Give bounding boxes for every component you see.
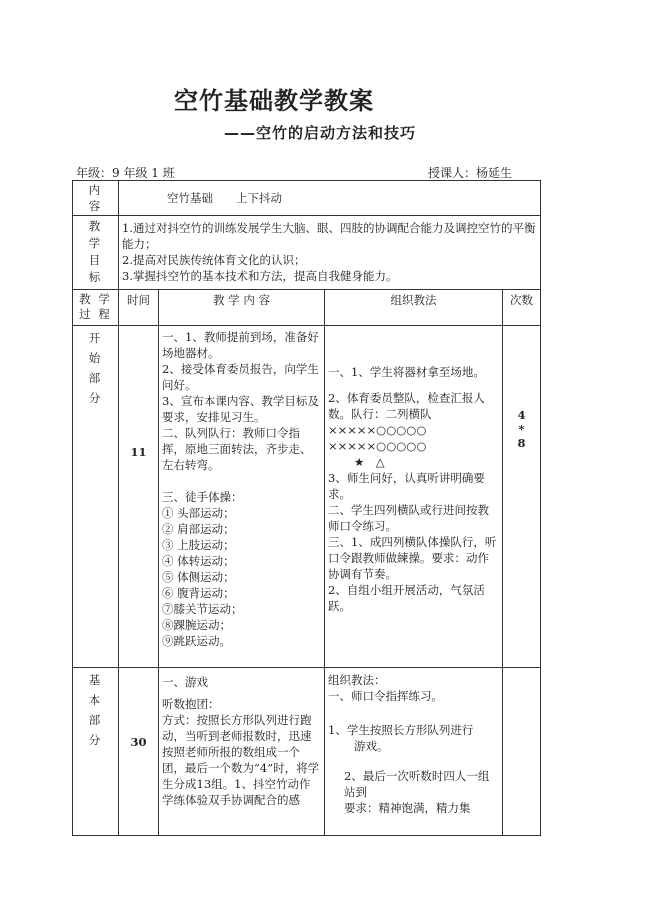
- method-line: 要求：精神饱满，精力集: [344, 801, 471, 815]
- method-line: 2、最后一次听数时四人一组站到: [344, 769, 490, 799]
- content-line: 2、接受体育委员报告，向学生问好。: [162, 362, 319, 392]
- count-header: 次数: [503, 290, 541, 326]
- content-line: ⑧踝腕运动；: [162, 618, 231, 632]
- content-line: ① 头部运动；: [162, 506, 235, 520]
- column-header-row: [73, 290, 541, 326]
- content-line: 一、游戏: [162, 675, 208, 689]
- method-header: 组织教法: [325, 290, 503, 326]
- start-section-label: 开 始 部 分: [73, 326, 119, 668]
- method-line: 游戏。: [354, 739, 389, 753]
- goals-row: [73, 216, 541, 290]
- goals-list: [119, 216, 541, 290]
- content-line-spacer: [162, 473, 321, 489]
- content-line: 听数抱团：: [162, 697, 220, 711]
- goal-item: 1.通过对抖空竹的训练发展学生大脑、眼、四肢的协调配合能力及调控空竹的平衡能力；: [122, 221, 536, 251]
- content-value: 空竹基础 上下抖动: [119, 181, 541, 216]
- start-section-time: 11: [119, 326, 159, 668]
- method-line: 组织教法：: [328, 673, 386, 687]
- content-header: 教 学 内 容: [159, 290, 325, 326]
- goal-item: 3.掌握抖空竹的基本技术和方法，提高自我健身能力。: [122, 269, 398, 283]
- formation-markers: ★ △: [354, 455, 385, 469]
- method-line: 2、自组小组开展活动，气氛活跃。: [328, 583, 485, 613]
- content-label: 内 容: [73, 181, 119, 216]
- process-header: 教 学 过 程: [73, 290, 119, 326]
- basic-section-content: [159, 668, 325, 836]
- document-subtitle: ——空竹的启动方法和技巧: [224, 124, 417, 142]
- start-section-method: [325, 326, 503, 668]
- basic-section-row: [73, 668, 541, 836]
- content-line: 二、队列队行：教师口令指挥，原地三面转法，齐步走、左右转弯。: [162, 426, 312, 472]
- start-section-row: [73, 326, 541, 668]
- time-header: 时间: [119, 290, 159, 326]
- basic-section-method: [325, 668, 503, 836]
- method-line: 2、体育委员整队，检查汇报人数。队行：二列横队: [328, 391, 485, 421]
- basic-section-time: 30: [119, 668, 159, 836]
- content-line: 三、徒手体操：: [162, 490, 243, 504]
- content-line: ⑨跳跃运动。: [162, 634, 231, 648]
- grade-info: 年级：9 年级 1 班: [76, 166, 175, 180]
- formation-row: ×××××○○○○○: [328, 439, 427, 453]
- method-line: 一、师口令指挥练习。: [328, 689, 443, 703]
- lesson-plan-table: [72, 180, 541, 836]
- document-title: 空竹基础教学教案: [174, 87, 374, 115]
- content-line: ③ 上肢运动；: [162, 538, 235, 552]
- start-section-count: 4 * 8: [503, 326, 541, 668]
- goals-label: 教 学 目 标: [73, 216, 119, 290]
- method-line: 1、学生按照长方形队列进行: [328, 723, 474, 737]
- content-line: 一、1、教师提前到场，准备好场地器材。: [162, 330, 319, 360]
- content-line: ② 肩部运动；: [162, 522, 235, 536]
- content-line: ⑦膝关节运动；: [162, 602, 243, 616]
- content-row: [73, 181, 541, 216]
- formation-row: ×××××○○○○○: [328, 423, 427, 437]
- method-line: 三、1、成四列横队体操队行，听口令跟教师做練操。要求：动作协调有节奏。: [328, 535, 497, 581]
- content-line: ④ 体转运动；: [162, 554, 235, 568]
- method-line: 3、师生问好，认真听讲明确要求。: [328, 471, 485, 501]
- basic-section-count: [503, 668, 541, 836]
- method-line: 一、1、学生将器材拿至场地。: [328, 365, 485, 379]
- content-line: 方式：按照长方形队列进行跑动，当听到老师报数时，迅速按照老师所报的数组成一个团，最后一个数为“4”时，将学生分成13组。1、抖空竹动作学练体验双手协调配合的感: [162, 713, 320, 807]
- method-line-spacer: [328, 704, 499, 722]
- content-line: ⑥ 腹背运动；: [162, 586, 235, 600]
- method-line-spacer: [328, 754, 499, 768]
- goal-item: 2.提高对民族传统体育文化的认识；: [122, 253, 306, 267]
- content-line: 3、宣布本课内容、教学目标及要求，安排见习生。: [162, 394, 319, 424]
- basic-section-label: 基 本 部 分: [73, 668, 119, 836]
- teacher-info: 授课人：杨延生: [428, 166, 513, 180]
- start-section-content: [159, 326, 325, 668]
- content-line: ⑤ 体侧运动；: [162, 570, 235, 584]
- method-line: 二、学生四列横队或行进间按教师口令练习。: [328, 503, 489, 533]
